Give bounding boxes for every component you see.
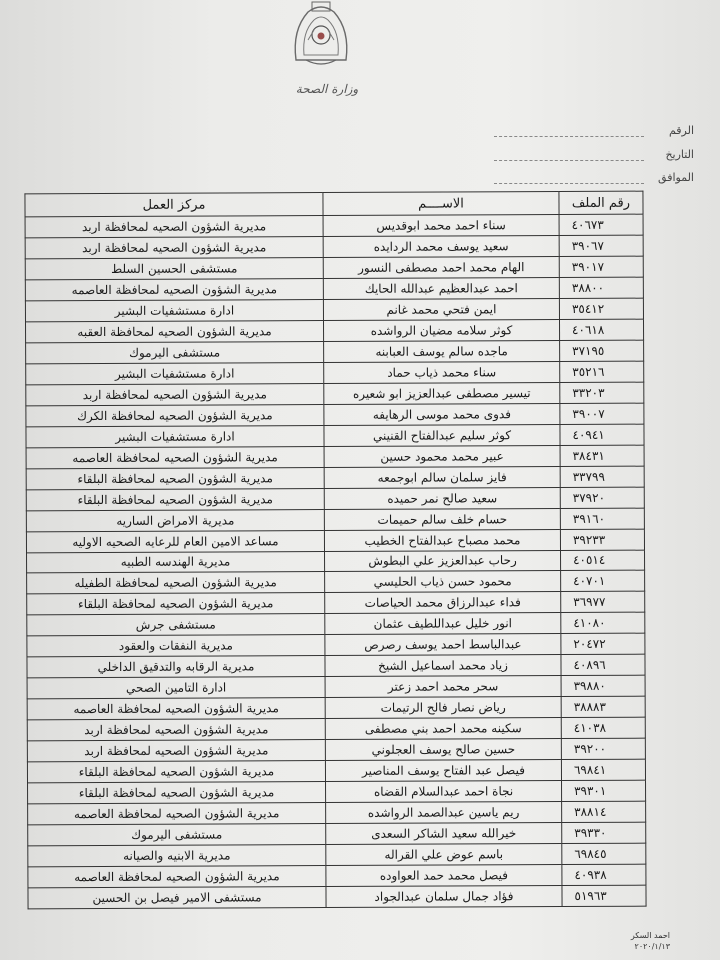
cell-name: الهام محمد احمد مصطفى النسور <box>323 256 559 278</box>
cell-file-number: ٣٩٣٠١ <box>562 780 646 801</box>
cell-name: رحاب عبدالعزيز علي البطوش <box>325 550 561 572</box>
meta-row-corresponding <box>494 171 694 184</box>
cell-file-number: ٥١٩٦٣ <box>562 885 646 906</box>
table-row <box>26 382 644 406</box>
table-row <box>26 445 644 469</box>
cell-workplace: مديرية الشؤون الصحيه لمحافظة العاصمه <box>25 278 323 300</box>
cell-workplace: ادارة مستشفيات البشير <box>25 299 323 321</box>
cell-workplace: مديرية الشؤون الصحيه لمحافظة البلقاء <box>28 782 326 804</box>
cell-name: حسين صالح يوسف العجلوني <box>325 739 561 761</box>
table-row <box>27 550 645 574</box>
table-row <box>26 340 644 364</box>
header-name: الاســــم <box>323 192 559 216</box>
cell-file-number: ٦٩٨٤٥ <box>562 843 646 864</box>
table-row <box>26 424 644 448</box>
meta-value-date <box>494 150 644 161</box>
cell-name: زياد محمد اسماعيل الشيخ <box>325 655 561 677</box>
table-row <box>28 822 646 846</box>
cell-name: محمود حسن ذياب الحليسي <box>325 571 561 593</box>
cell-workplace: ادارة مستشفيات البشير <box>26 425 324 447</box>
cell-file-number: ٣٣٢٠٣ <box>560 382 644 403</box>
table-row <box>25 214 643 238</box>
cell-workplace: مديرية الشؤون الصحيه لمحافظة العاصمه <box>28 803 326 825</box>
employee-table <box>24 191 646 910</box>
cell-name: احمد عبدالعظيم عبدالله الحايك <box>323 277 559 299</box>
coat-of-arms-emblem <box>290 0 352 70</box>
cell-workplace: مديرية الشؤون الصحيه لمحافظة الكرك <box>26 404 324 426</box>
cell-file-number: ٣٩١٦٠ <box>560 508 644 529</box>
table-header-row <box>25 191 643 217</box>
cell-file-number: ٣٩٢٠٠ <box>561 738 645 759</box>
table-row <box>27 654 645 678</box>
table-row <box>27 675 645 699</box>
table-row <box>25 298 643 322</box>
cell-workplace: مستشفى جرش <box>27 614 325 636</box>
table-body <box>25 214 646 909</box>
cell-name: فايز سلمان سالم ابوجمعه <box>324 466 560 488</box>
meta-label-corresponding: الموافق <box>658 171 694 184</box>
table-row <box>27 592 645 616</box>
cell-file-number: ٤٠٥١٤ <box>561 550 645 571</box>
cell-name: خيرالله سعيد الشاكر السعدى <box>326 823 562 845</box>
cell-workplace: مديرية الشؤون الصحيه لمحافظة البلقاء <box>27 761 325 783</box>
signature-block <box>600 930 670 952</box>
cell-file-number: ٦٩٨٤١ <box>561 759 645 780</box>
cell-workplace: مديرية الابنيه والصيانه <box>28 845 326 867</box>
cell-workplace: مديرية الشؤون الصحيه لمحافظة اربد <box>25 237 323 259</box>
cell-name: انور خليل عبداللطيف عثمان <box>325 613 561 635</box>
cell-name: فؤاد جمال سلمان عبدالجواد <box>326 886 562 908</box>
cell-name: ريم ياسين عبدالصمد الرواشده <box>326 802 562 824</box>
cell-file-number: ٣٨٤٣١ <box>560 445 644 466</box>
table-row <box>25 235 643 259</box>
cell-file-number: ٣٩٨٨٠ <box>561 675 645 696</box>
ministry-name: وزارة الصحة <box>295 82 359 96</box>
table-row <box>28 864 646 888</box>
cell-file-number: ٢٠٤٧٢ <box>561 634 645 655</box>
cell-file-number: ٤٠٩٣٨ <box>562 864 646 885</box>
cell-workplace: مديرية الشؤون الصحيه لمحافظة اربد <box>27 740 325 762</box>
cell-name: عبير محمد محمود حسين <box>324 445 560 467</box>
table-row <box>27 738 645 762</box>
cell-file-number: ٣٩٠١٧ <box>559 256 643 277</box>
cell-file-number: ٣٩٣٣٠ <box>562 822 646 843</box>
employee-table-wrapper <box>24 191 645 910</box>
cell-file-number: ٤٠٦١٨ <box>559 319 643 340</box>
cell-file-number: ٣٩٠٦٧ <box>559 235 643 256</box>
header-workplace: مركز العمل <box>25 193 323 217</box>
table-row <box>27 613 645 637</box>
table-row <box>28 801 646 825</box>
cell-file-number: ٣٩٢٣٣ <box>560 529 644 550</box>
table-row <box>25 277 643 301</box>
cell-name: فيصل محمد حمد العواوده <box>326 865 562 887</box>
cell-file-number: ٤٠٧٠١ <box>561 571 645 592</box>
cell-name: تيسير مصطفى عبدالعزيز ابو شعيره <box>324 382 560 404</box>
cell-workplace: مديرية الشؤون الصحيه لمحافظة البلقاء <box>27 593 325 615</box>
cell-file-number: ٣٥٤١٢ <box>559 298 643 319</box>
cell-file-number: ٤٠٩٤١ <box>560 424 644 445</box>
cell-name: فدوى محمد موسى الرهايفه <box>324 403 560 425</box>
cell-workplace: مستشفى الحسين السلط <box>25 257 323 279</box>
cell-workplace: مساعد الامين العام للرعايه الصحيه الاوليه <box>26 530 324 552</box>
cell-name: محمد مصباح عبدالفتاح الخطيب <box>324 529 560 551</box>
cell-file-number: ٣٥٢١٦ <box>560 361 644 382</box>
cell-name: ايمن فتحي محمد غانم <box>323 298 559 320</box>
cell-workplace: مديرية الشؤون الصحيه لمحافظة العاصمه <box>26 446 324 468</box>
cell-name: عبدالباسط احمد يوسف رصرص <box>325 634 561 656</box>
table-row <box>27 634 645 658</box>
cell-name: كوثر سليم عبدالفتاح القنيني <box>324 424 560 446</box>
cell-name: سناء احمد محمد ابوقديس <box>323 215 559 237</box>
table-row <box>27 571 645 595</box>
cell-name: سعيد يوسف محمد الردايده <box>323 235 559 257</box>
cell-workplace: مديرية الرقابه والتدقيق الداخلي <box>27 656 325 678</box>
table-row <box>26 319 644 343</box>
cell-name: فيصل عبد الفتاح يوسف المناصير <box>325 760 561 782</box>
table-row <box>26 466 644 490</box>
cell-name: سحر محمد احمد زعتر <box>325 676 561 698</box>
cell-file-number: ٤١٠٨٠ <box>561 613 645 634</box>
cell-workplace: مديرية الشؤون الصحيه لمحافظة العاصمه <box>27 698 325 720</box>
cell-workplace: مديرية الهندسه الطبيه <box>27 551 325 573</box>
cell-file-number: ٣٩٠٠٧ <box>560 403 644 424</box>
cell-file-number: ٣٦٩٧٧ <box>561 592 645 613</box>
cell-workplace: مستشفى الامير فيصل بن الحسين <box>28 887 326 909</box>
meta-label-number: الرقم <box>668 124 694 137</box>
table-row <box>25 256 643 280</box>
cell-workplace: مديرية الشؤون الصحيه لمحافظة اربد <box>27 719 325 741</box>
table-row <box>26 403 644 427</box>
meta-value-corresponding <box>494 173 644 184</box>
table-row <box>27 759 645 783</box>
cell-workplace: ادارة التامين الصحي <box>27 677 325 699</box>
cell-file-number: ٣٣٧٩٩ <box>560 466 644 487</box>
header-file-number: رقم الملف <box>559 191 643 214</box>
cell-file-number: ٤١٠٣٨ <box>561 717 645 738</box>
cell-workplace: مديرية النفقات والعقود <box>27 635 325 657</box>
table-row <box>27 696 645 720</box>
cell-workplace: مديرية الشؤون الصحيه لمحافظة البلقاء <box>26 488 324 510</box>
meta-row-number <box>494 124 694 137</box>
meta-row-date <box>494 148 694 161</box>
cell-workplace: مديرية الشؤون الصحيه لمحافظة العقبه <box>26 320 324 342</box>
table-row <box>28 780 646 804</box>
table-row <box>26 487 644 511</box>
cell-name: سكينه محمد احمد بني مصطفى <box>325 718 561 740</box>
cell-workplace: مستشفى اليرموك <box>28 824 326 846</box>
table-row <box>26 508 644 532</box>
cell-file-number: ٣٨٨٠٠ <box>559 277 643 298</box>
signature-date: ٢٠٢٠/١/١٣ <box>634 942 670 951</box>
cell-name: كوثر سلامه مضيان الرواشده <box>323 319 559 341</box>
cell-name: ماجده سالم يوسف العبابنه <box>324 340 560 362</box>
cell-file-number: ٤٠٨٩٦ <box>561 654 645 675</box>
cell-workplace: مديرية الشؤون الصحيه لمحافظة البلقاء <box>26 467 324 489</box>
cell-workplace: مديرية الشؤون الصحيه لمحافظة اربد <box>25 216 323 238</box>
cell-workplace: مديرية الشؤون الصحيه لمحافظة اربد <box>26 383 324 405</box>
table-row <box>27 717 645 741</box>
cell-workplace: ادارة مستشفيات البشير <box>26 362 324 384</box>
cell-name: رياض نصار فالح الرتيمات <box>325 697 561 719</box>
cell-workplace: مديرية الامراض الساريه <box>26 509 324 531</box>
cell-name: سعيد صالح نمر حميده <box>324 487 560 509</box>
cell-name: نجاة احمد عبدالسلام القضاه <box>326 781 562 803</box>
cell-file-number: ٣٧١٩٥ <box>560 340 644 361</box>
cell-name: فداء عبدالرزاق محمد الحياصات <box>325 592 561 614</box>
cell-name: حسام خلف سالم حميمات <box>324 508 560 530</box>
cell-workplace: مديرية الشؤون الصحيه لمحافظة الطفيله <box>27 572 325 594</box>
cell-file-number: ٣٧٩٢٠ <box>560 487 644 508</box>
table-row <box>28 885 646 909</box>
meta-label-date: التاريخ <box>665 148 694 161</box>
table-row <box>26 529 644 553</box>
table-row <box>28 843 646 867</box>
meta-value-number <box>494 126 644 137</box>
cell-file-number: ٤٠٦٧٣ <box>559 214 643 235</box>
cell-workplace: مستشفى اليرموك <box>26 341 324 363</box>
cell-name: باسم عوض علي القراله <box>326 844 562 866</box>
cell-file-number: ٣٨٨١٤ <box>562 801 646 822</box>
cell-workplace: مديرية الشؤون الصحيه لمحافظة العاصمه <box>28 866 326 888</box>
table-row <box>26 361 644 385</box>
cell-file-number: ٣٨٨٨٣ <box>561 696 645 717</box>
cell-name: سناء محمد ذياب حماد <box>324 361 560 383</box>
signature-name: احمد السكر <box>630 931 670 940</box>
